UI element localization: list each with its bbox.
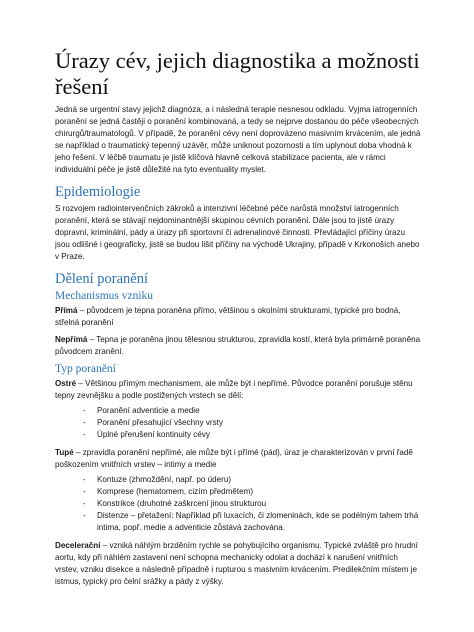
direct-desc: – původcem je tepna poraněna přímo, většinou s okolními strukturami, typické pro bodná, střelná poranění bbox=[55, 306, 401, 327]
list-item: - Distenze – přetažení: Například při luxacích, či zlomeninách, kde se podélným tahem trhá intima, popř. medie a adventicie zůstává zachována. bbox=[83, 510, 422, 534]
mechanism-indirect bbox=[55, 334, 422, 358]
term-deceleration: Decelerační bbox=[55, 541, 101, 550]
division-heading: Dělení poranění bbox=[55, 271, 149, 287]
term-indirect: Nepřímá bbox=[55, 335, 88, 344]
document-title: Úrazy cév, jejich diagnostika a možnosti řešení bbox=[55, 48, 420, 99]
deceleration-paragraph bbox=[55, 540, 422, 588]
term-direct: Přímá bbox=[55, 306, 78, 315]
list-item: - Poranění přesahující všechny vrsty bbox=[83, 417, 422, 429]
sharp-desc: – Většinou přímým mechanismem, ale může být i nepřímé. Původce poranění porušuje stěnu tepny zevnějšku a podle postižených vrstech se dělí: bbox=[55, 379, 413, 400]
sharp-paragraph bbox=[55, 378, 422, 402]
term-sharp: Ostré bbox=[55, 379, 77, 388]
list-item: - Poranění adventicie a medie bbox=[83, 405, 422, 417]
mechanism-direct bbox=[55, 305, 422, 329]
epidemiology-heading: Epidemiologie bbox=[55, 184, 141, 200]
deceleration-desc: – vzniká náhlým brzděním rychle se pohybujícího organismu. Typické zvláště pro hrudní aortu, kdy při náhlém zastavení není schopna mechanicky odolat a dochází k narušení vnitřních vrstev, vzniku disekce a následně případně i rupturou s masivním krvácením. Predilekčním místem je istmus, typický pro čelní srážky a pády z výšky. bbox=[55, 541, 418, 586]
list-item: - Kontuze (zhmoždění, např. po úderu) bbox=[83, 474, 422, 486]
intro-paragraph: Jedná se urgentní stavy jejichž diagnóza, a i následná terapie nesnesou odkladu. Vyjma iatrogenních poranění se jedná častěji o poranění kombinovaná, a tedy se nejprve dostanou do péče všeobecných chirurgů/traumatologů. V případě, že poranění cévy není doprovázeno masivním krvácením, ale jedná se například o traumatický tepenný uzávěr, může uniknout pozornosti a tím uplynout doba vhodná k jeho řešení. V léčbě traumatu je jistě klíčová hlavně celková stabilizace pacienta, ale v rámci individuální péče je jistě důležité na tyto eventuality myslet. bbox=[55, 105, 421, 174]
sharp-list bbox=[55, 405, 422, 441]
blunt-paragraph bbox=[55, 447, 422, 471]
type-heading: Typ poranění bbox=[55, 363, 116, 375]
indirect-desc: – Tepna je poraněna jinou tělesnou strukturou, zpravidla kostí, která byla primárně poraněna původcem zranění. bbox=[55, 335, 421, 356]
mechanism-heading: Mechanismus vzniku bbox=[55, 290, 154, 302]
blunt-list bbox=[55, 474, 422, 534]
blunt-desc: – zpravidla poranění nepřímé, ale může být i přímé (pád), úraz je charakterizován v první řadě poškozením vnitřních vrstev – intimy a medie bbox=[55, 448, 413, 469]
list-item: - Úplné přerušení kontinuity cévy bbox=[83, 429, 422, 441]
epidemiology-paragraph: S rozvojem radiointervenčních zákroků a intenzivní léčebné péče narůstá množství iatrogenních poranění, která se stávají nejdominantnější skupinou cévních poranění. Dále jsou to jistě úrazy dopravní, kriminální, pády a úrazy při sportovní či adrenalinové činnosti. Převládající příčiny úrazu jsou odlišné i geograficky, jistě se budou lišit příčiny na východě Ukrajiny, případě v Krkonoších anebo v Praze. bbox=[55, 204, 420, 261]
list-item: - Konstrikce (druhotné zaškrcení jinou strukturou bbox=[83, 498, 422, 510]
term-blunt: Tupé bbox=[55, 448, 74, 457]
list-item: - Komprese (hematomem, cizím předmětem) bbox=[83, 486, 422, 498]
